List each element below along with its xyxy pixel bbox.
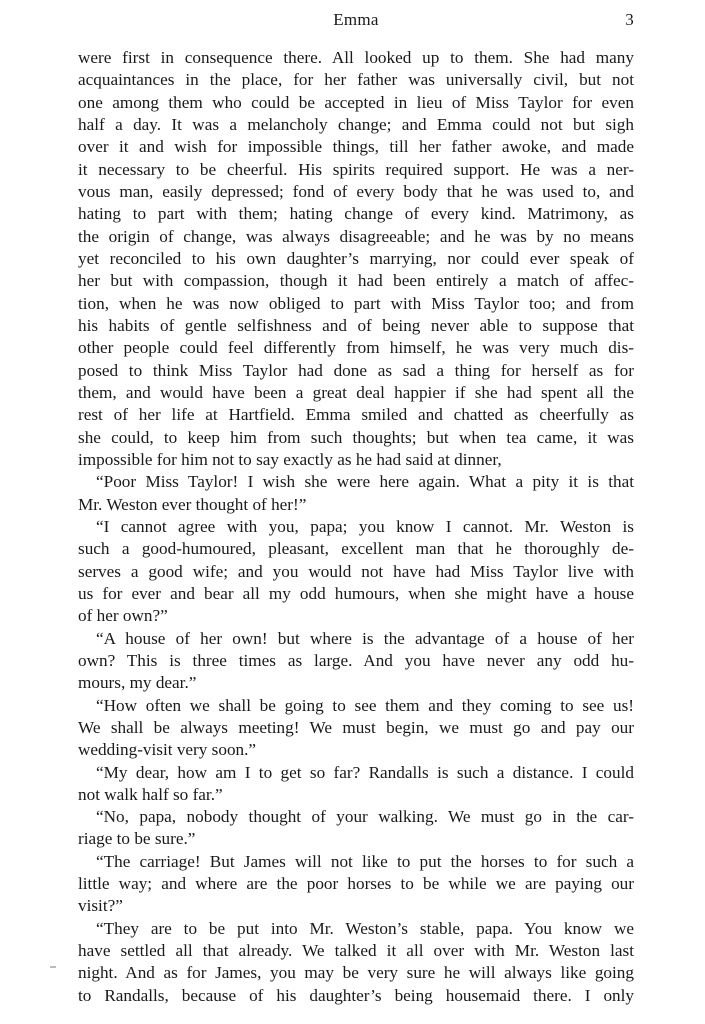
- text-line: “Poor Miss Taylor! I wish she were here again. What a pity it is that: [96, 472, 634, 492]
- text-line: half a day. It was a melancholy change; and Emma could not but sigh: [78, 114, 634, 134]
- text-line: visit?”: [78, 896, 123, 916]
- text-line: it necessary to be cheerful. His spirits required support. He was a ner-: [78, 159, 634, 179]
- paragraph: [78, 762, 634, 807]
- body-text: [78, 47, 634, 1007]
- paragraph: [78, 471, 634, 516]
- text-line: such a good-humoured, pleasant, excellent man that he thoroughly de-: [78, 539, 634, 559]
- text-line: wedding-visit very soon.”: [78, 740, 257, 760]
- text-line: acquaintances in the place, for her father was universally civil, but not: [78, 70, 634, 90]
- paragraph: [78, 695, 634, 762]
- text-line: We shall be always meeting! We must begin, we must go and pay our: [78, 717, 634, 737]
- text-line: other people could feel differently from himself, he was very much dis-: [78, 338, 634, 358]
- text-line: of her own?”: [78, 606, 168, 626]
- paragraph: [78, 851, 634, 918]
- text-line: impossible for him not to say exactly as he had said at dinner,: [78, 449, 502, 469]
- text-line: them, and would have been a great deal happier if she had spent all the: [78, 382, 634, 402]
- text-line: riage to be sure.”: [78, 829, 196, 849]
- page-number: 3: [625, 10, 634, 29]
- text-line: serves a good wife; and you would not have had Miss Taylor live with: [78, 561, 634, 581]
- text-line: she could, to keep him from such thoughts; but when tea came, it was: [78, 427, 634, 447]
- paragraph: [78, 806, 634, 851]
- text-line: tion, when he was now obliged to part with Miss Taylor too; and from: [78, 293, 634, 313]
- text-line: Mr. Weston ever thought of her!”: [78, 494, 307, 514]
- running-head: [78, 7, 634, 33]
- text-line: mours, my dear.”: [78, 673, 197, 693]
- paragraph: [78, 918, 634, 1007]
- text-line: “A house of her own! but where is the advantage of a house of her: [96, 628, 634, 648]
- text-line: her but with compassion, though it had been entirely a match of affec-: [78, 271, 634, 291]
- text-line: over it and wish for impossible things, till her father awoke, and made: [78, 137, 634, 157]
- text-line: own? This is three times as large. And you have never any odd hu-: [78, 650, 634, 670]
- text-line: the origin of change, was always disagreeable; and he was by no means: [78, 226, 634, 246]
- text-line: “I cannot agree with you, papa; you know I cannot. Mr. Weston is: [96, 516, 634, 536]
- text-line: rest of her life at Hartfield. Emma smiled and chatted as cheerfully as: [78, 405, 634, 425]
- scan-speck: [50, 966, 56, 968]
- paragraph: [78, 628, 634, 695]
- text-line: one among them who could be accepted in lieu of Miss Taylor for even: [78, 92, 634, 112]
- text-line: vous man, easily depressed; fond of every body that he was used to, and: [78, 181, 634, 201]
- text-line: to Randalls, because of his daughter’s being housemaid there. I only: [78, 985, 634, 1005]
- text-line: little way; and where are the poor horses to be while we are paying our: [78, 874, 634, 894]
- text-line: “The carriage! But James will not like to put the horses to for such a: [96, 851, 634, 871]
- paragraph: [78, 47, 634, 471]
- paragraph: [78, 516, 634, 628]
- text-line: have settled all that already. We talked it all over with Mr. Weston last: [78, 941, 634, 961]
- text-line: us for ever and bear all my odd humours, when she might have a house: [78, 583, 634, 603]
- text-line: “How often we shall be going to see them and they coming to see us!: [96, 695, 634, 715]
- text-line: hating to part with them; hating change of every kind. Matrimony, as: [78, 204, 634, 224]
- text-line: “My dear, how am I to get so far? Randalls is such a distance. I could: [96, 762, 634, 782]
- text-line: “They are to be put into Mr. Weston’s stable, papa. You know we: [96, 918, 634, 938]
- text-line: night. And as for James, you may be very sure he will always like going: [78, 963, 634, 983]
- text-line: posed to think Miss Taylor had done as sad a thing for herself as for: [78, 360, 634, 380]
- text-line: were first in consequence there. All looked up to them. She had many: [78, 48, 634, 67]
- text-line: yet reconciled to his own daughter’s marrying, nor could ever speak of: [78, 248, 634, 268]
- text-line: not walk half so far.”: [78, 784, 223, 804]
- text-line: his habits of gentle selfishness and of being never able to suppose that: [78, 315, 634, 335]
- running-title: Emma: [333, 10, 379, 29]
- text-line: “No, papa, nobody thought of your walking. We must go in the car-: [96, 807, 634, 827]
